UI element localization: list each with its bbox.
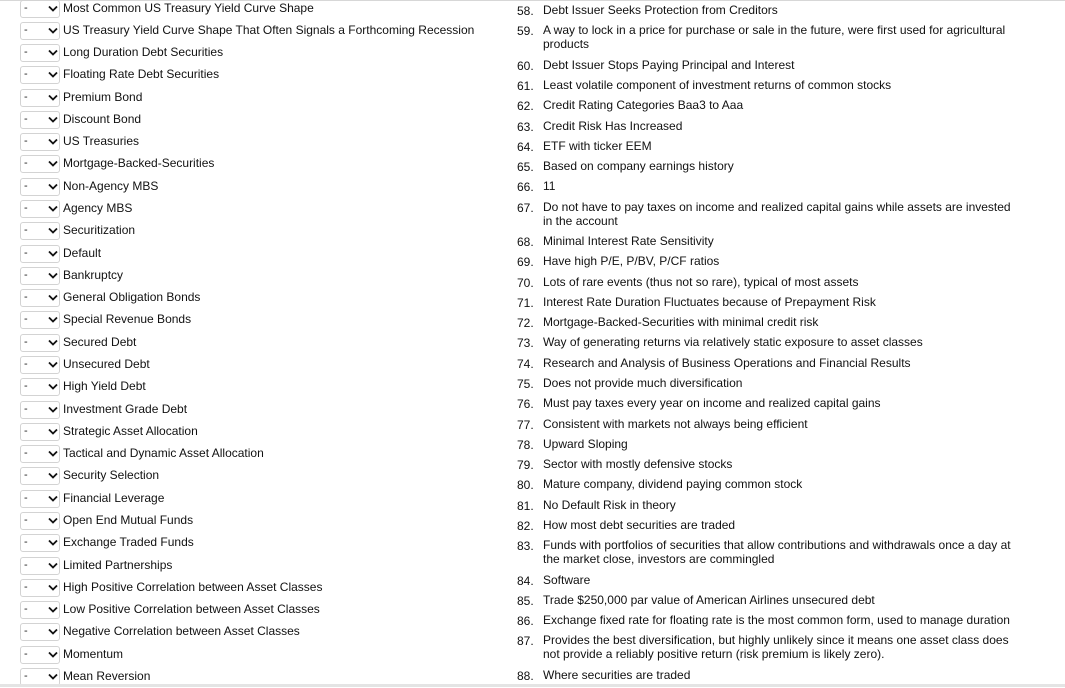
matching-row	[0, 423, 500, 443]
definition-number: 80.	[517, 478, 534, 492]
dropdown-value: -	[24, 380, 28, 392]
matching-row	[0, 445, 500, 465]
answer-dropdown[interactable]	[20, 334, 60, 352]
answer-dropdown[interactable]	[20, 133, 60, 151]
definition-number: 73.	[517, 336, 534, 350]
dropdown-value: -	[24, 536, 28, 548]
answer-dropdown[interactable]	[20, 111, 60, 129]
chevron-down-icon	[48, 472, 58, 480]
term-label: Floating Rate Debt Securities	[63, 67, 220, 81]
matching-row	[0, 133, 500, 153]
dropdown-value: -	[24, 157, 28, 169]
chevron-down-icon	[48, 673, 58, 681]
answer-dropdown[interactable]	[20, 467, 60, 485]
matching-row	[0, 289, 500, 309]
dropdown-value: -	[24, 648, 28, 660]
term-label: Strategic Asset Allocation	[63, 424, 198, 438]
definition-text: Software	[543, 573, 591, 587]
dropdown-value: -	[24, 336, 28, 348]
dropdown-value: -	[24, 425, 28, 437]
chevron-down-icon	[48, 316, 58, 324]
chevron-down-icon	[48, 160, 58, 168]
chevron-down-icon	[48, 517, 58, 525]
matching-row	[0, 512, 500, 532]
definition-number: 72.	[517, 316, 534, 330]
definition-text: Consistent with markets not always being efficient	[543, 417, 808, 431]
term-label: Limited Partnerships	[63, 558, 173, 572]
matching-row	[0, 334, 500, 354]
matching-row	[0, 155, 500, 175]
answer-dropdown[interactable]	[20, 200, 60, 218]
chevron-down-icon	[48, 272, 58, 280]
definition-number: 83.	[517, 539, 534, 553]
definition-number: 75.	[517, 377, 534, 391]
definition-text: Mortgage-Backed-Securities with minimal credit risk	[543, 315, 819, 329]
chevron-down-icon	[48, 383, 58, 391]
definition-number: 76.	[517, 397, 534, 411]
chevron-down-icon	[48, 27, 58, 35]
matching-row	[0, 490, 500, 510]
definition-number: 60.	[517, 59, 534, 73]
term-label: Open End Mutual Funds	[63, 513, 194, 527]
matching-row	[0, 200, 500, 220]
chevron-down-icon	[48, 539, 58, 547]
chevron-down-icon	[48, 339, 58, 347]
term-label: US Treasury Yield Curve Shape That Often Signals a Forthcoming Recession	[63, 23, 475, 37]
term-label: Non-Agency MBS	[63, 179, 159, 193]
term-label: Mortgage-Backed-Securities	[63, 156, 215, 170]
definition-text: No Default Risk in theory	[543, 498, 676, 512]
matching-row	[0, 44, 500, 64]
chevron-down-icon	[48, 183, 58, 191]
chevron-down-icon	[48, 428, 58, 436]
term-label: General Obligation Bonds	[63, 290, 201, 304]
matching-row	[0, 356, 500, 376]
answer-dropdown[interactable]	[20, 445, 60, 463]
chevron-down-icon	[48, 5, 58, 13]
dropdown-value: -	[24, 2, 28, 14]
matching-row	[0, 22, 500, 42]
definition-number: 84.	[517, 574, 534, 588]
matching-row	[0, 467, 500, 487]
answer-dropdown[interactable]	[20, 378, 60, 396]
definition-text: Research and Analysis of Business Operations and Financial Results	[543, 356, 911, 370]
dropdown-value: -	[24, 603, 28, 615]
definition-number: 59.	[517, 24, 534, 38]
answer-dropdown[interactable]	[20, 512, 60, 530]
answer-dropdown[interactable]	[20, 155, 60, 173]
definition-text: Interest Rate Duration Fluctuates because of Prepayment Risk	[543, 295, 876, 309]
definition-number: 67.	[517, 201, 534, 215]
matching-row	[0, 267, 500, 287]
dropdown-value: -	[24, 313, 28, 325]
dropdown-value: -	[24, 469, 28, 481]
dropdown-value: -	[24, 447, 28, 459]
term-label: Special Revenue Bonds	[63, 312, 192, 326]
matching-row	[0, 222, 500, 242]
answer-dropdown[interactable]	[20, 311, 60, 329]
definition-text: 11	[543, 179, 556, 193]
dropdown-value: -	[24, 180, 28, 192]
definition-number: 63.	[517, 120, 534, 134]
chevron-down-icon	[48, 294, 58, 302]
matching-row	[0, 0, 500, 20]
dropdown-value: -	[24, 269, 28, 281]
dropdown-value: -	[24, 24, 28, 36]
answer-dropdown[interactable]	[20, 22, 60, 40]
answer-dropdown[interactable]	[20, 601, 60, 619]
definition-number: 64.	[517, 140, 534, 154]
answer-dropdown[interactable]	[20, 267, 60, 285]
term-label: Agency MBS	[63, 201, 133, 215]
definition-number: 86.	[517, 614, 534, 628]
dropdown-value: -	[24, 403, 28, 415]
matching-row	[0, 66, 500, 86]
definition-text: Trade $250,000 par value of American Airlines unsecured debt	[543, 593, 875, 607]
chevron-down-icon	[48, 71, 58, 79]
chevron-down-icon	[48, 406, 58, 414]
answer-dropdown[interactable]	[20, 423, 60, 441]
definition-number: 78.	[517, 438, 534, 452]
dropdown-value: -	[24, 625, 28, 637]
term-label: Momentum	[63, 647, 124, 661]
term-label: High Yield Debt	[63, 379, 146, 393]
definition-number: 65.	[517, 160, 534, 174]
definition-text: Have high P/E, P/BV, P/CF ratios	[543, 254, 720, 268]
term-label: Long Duration Debt Securities	[63, 45, 224, 59]
definition-number: 61.	[517, 79, 534, 93]
term-label: Low Positive Correlation between Asset Classes	[63, 602, 320, 616]
answer-dropdown[interactable]	[20, 66, 60, 84]
definition-number: 62.	[517, 99, 534, 113]
term-label: Negative Correlation between Asset Classes	[63, 624, 300, 638]
definition-text: Do not have to pay taxes on income and realized capital gains while assets are invested in the account	[543, 200, 1011, 228]
dropdown-value: -	[24, 113, 28, 125]
answer-dropdown[interactable]	[20, 490, 60, 508]
dropdown-value: -	[24, 559, 28, 571]
definition-text: Least volatile component of investment returns of common stocks	[543, 78, 892, 92]
definition-text: Where securities are traded	[543, 668, 691, 682]
dropdown-value: -	[24, 224, 28, 236]
definition-number: 85.	[517, 594, 534, 608]
answer-dropdown[interactable]	[20, 534, 60, 552]
definition-number: 81.	[517, 499, 534, 513]
definition-number: 79.	[517, 458, 534, 472]
term-label: US Treasuries	[63, 134, 140, 148]
chevron-down-icon	[48, 628, 58, 636]
definition-text: Mature company, dividend paying common stock	[543, 477, 803, 491]
dropdown-value: -	[24, 46, 28, 58]
term-label: Securitization	[63, 223, 136, 237]
term-label: Tactical and Dynamic Asset Allocation	[63, 446, 264, 460]
matching-row	[0, 111, 500, 131]
definition-text: Debt Issuer Stops Paying Principal and Interest	[543, 58, 795, 72]
chevron-down-icon	[48, 250, 58, 258]
definition-number: 74.	[517, 357, 534, 371]
answer-dropdown[interactable]	[20, 245, 60, 263]
answer-dropdown[interactable]	[20, 646, 60, 664]
dropdown-value: -	[24, 247, 28, 259]
definition-text: Credit Risk Has Increased	[543, 119, 683, 133]
answer-dropdown[interactable]	[20, 89, 60, 107]
answer-dropdown[interactable]	[20, 289, 60, 307]
dropdown-value: -	[24, 291, 28, 303]
dropdown-value: -	[24, 670, 28, 682]
answer-dropdown[interactable]	[20, 557, 60, 575]
dropdown-value: -	[24, 202, 28, 214]
dropdown-value: -	[24, 514, 28, 526]
dropdown-value: -	[24, 358, 28, 370]
definition-text: ETF with ticker EEM	[543, 139, 652, 153]
definition-text: Must pay taxes every year on income and realized capital gains	[543, 396, 881, 410]
matching-row	[0, 178, 500, 198]
chevron-down-icon	[48, 49, 58, 57]
matching-row	[0, 534, 500, 554]
chevron-down-icon	[48, 562, 58, 570]
matching-row	[0, 646, 500, 666]
dropdown-value: -	[24, 68, 28, 80]
chevron-down-icon	[48, 94, 58, 102]
definition-text: Based on company earnings history	[543, 159, 734, 173]
definition-text: Sector with mostly defensive stocks	[543, 457, 733, 471]
chevron-down-icon	[48, 495, 58, 503]
dropdown-value: -	[24, 492, 28, 504]
matching-row	[0, 623, 500, 643]
term-label: Exchange Traded Funds	[63, 535, 194, 549]
definition-text: Funds with portfolios of securities that allow contributions and withdrawals once a day at the market close, investors are commingled	[543, 538, 1011, 566]
matching-row	[0, 311, 500, 331]
definition-text: Upward Sloping	[543, 437, 628, 451]
definition-text: Minimal Interest Rate Sensitivity	[543, 234, 714, 248]
term-label: Most Common US Treasury Yield Curve Shape	[63, 1, 314, 15]
chevron-down-icon	[48, 116, 58, 124]
chevron-down-icon	[48, 138, 58, 146]
matching-row	[0, 579, 500, 599]
answer-dropdown[interactable]	[20, 356, 60, 374]
chevron-down-icon	[48, 584, 58, 592]
term-label: Security Selection	[63, 468, 160, 482]
definition-text: Debt Issuer Seeks Protection from Creditors	[543, 3, 778, 17]
chevron-down-icon	[48, 606, 58, 614]
definition-text: How most debt securities are traded	[543, 518, 736, 532]
term-label: Bankruptcy	[63, 268, 124, 282]
definition-text: Does not provide much diversification	[543, 376, 743, 390]
term-label: Discount Bond	[63, 112, 142, 126]
definition-text: A way to lock in a price for purchase or sale in the future, were first used for agricultural products	[543, 23, 1006, 51]
definition-number: 77.	[517, 418, 534, 432]
answer-dropdown[interactable]	[20, 623, 60, 641]
dropdown-value: -	[24, 135, 28, 147]
answer-dropdown[interactable]	[20, 579, 60, 597]
dropdown-value: -	[24, 581, 28, 593]
answer-dropdown[interactable]	[20, 222, 60, 240]
term-label: Mean Reversion	[63, 669, 151, 683]
term-label: Default	[63, 246, 102, 260]
dropdown-value: -	[24, 91, 28, 103]
chevron-down-icon	[48, 450, 58, 458]
definition-number: 68.	[517, 235, 534, 249]
matching-row	[0, 245, 500, 265]
term-label: High Positive Correlation between Asset Classes	[63, 580, 323, 594]
matching-row	[0, 601, 500, 621]
matching-row	[0, 378, 500, 398]
definition-number: 58.	[517, 4, 534, 18]
definition-number: 82.	[517, 519, 534, 533]
definition-number: 69.	[517, 255, 534, 269]
term-label: Investment Grade Debt	[63, 402, 188, 416]
chevron-down-icon	[48, 651, 58, 659]
definition-text: Exchange fixed rate for floating rate is the most common form, used to manage duration	[543, 613, 1010, 627]
chevron-down-icon	[48, 361, 58, 369]
matching-row	[0, 557, 500, 577]
term-label: Financial Leverage	[63, 491, 165, 505]
definition-text: Way of generating returns via relatively static exposure to asset classes	[543, 335, 923, 349]
answer-dropdown[interactable]	[20, 178, 60, 196]
matching-row	[0, 89, 500, 109]
definition-text: Lots of rare events (thus not so rare), typical of most assets	[543, 275, 859, 289]
answer-dropdown[interactable]	[20, 44, 60, 62]
definition-number: 71.	[517, 296, 534, 310]
term-label: Premium Bond	[63, 90, 143, 104]
term-label: Secured Debt	[63, 335, 137, 349]
matching-row	[0, 401, 500, 421]
definition-number: 70.	[517, 276, 534, 290]
definition-text: Credit Rating Categories Baa3 to Aaa	[543, 98, 744, 112]
definition-number: 87.	[517, 634, 534, 648]
definition-number: 66.	[517, 180, 534, 194]
answer-dropdown[interactable]	[20, 401, 60, 419]
definition-text: Provides the best diversification, but highly unlikely since it means one asset class does not provide a reliably positive return (risk premium is likely zero).	[543, 633, 1009, 661]
answer-dropdown[interactable]	[20, 0, 60, 18]
term-label: Unsecured Debt	[63, 357, 150, 371]
chevron-down-icon	[48, 205, 58, 213]
chevron-down-icon	[48, 227, 58, 235]
definition-number: 88.	[517, 669, 534, 683]
